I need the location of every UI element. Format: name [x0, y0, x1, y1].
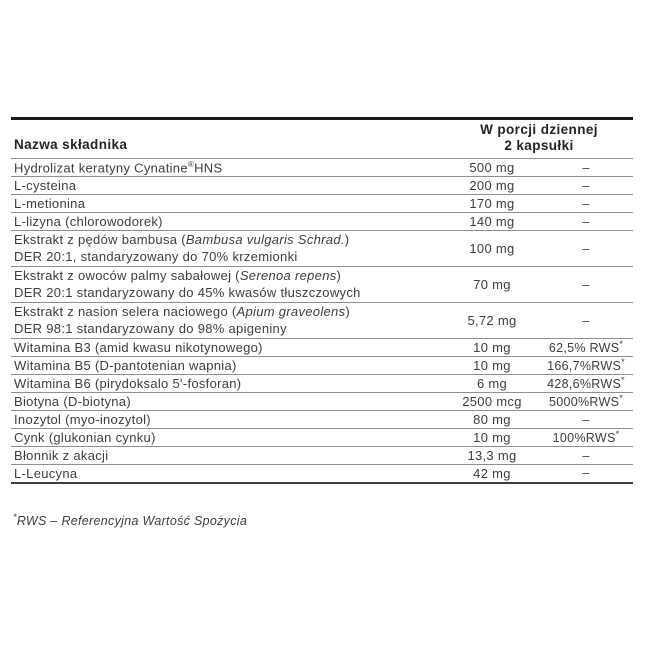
rws-value: –	[582, 448, 590, 463]
table-row	[11, 195, 633, 213]
ingredient-name: Ekstrakt z pędów bambusa (Bambusa vulgaris Schrad.) DER 20:1, standaryzowany do 70% krzemionki	[11, 231, 445, 267]
latin-name: Serenoa repens	[239, 268, 337, 283]
rws-value: 166,7%RWS*	[547, 357, 625, 374]
rws-footnote: *RWS – Referencyjna Wartość Spożycia	[13, 512, 248, 529]
ingredient-name: Ekstrakt z owoców palmy sabałowej (Serenoa repens) DER 20:1 standaryzowany do 45% kwasów tłuszczowych	[11, 267, 445, 303]
ingredient-name: Witamina B3 (amid kwasu nikotynowego)	[14, 340, 263, 355]
table-row	[11, 213, 633, 231]
rws-value: –	[582, 178, 590, 193]
amount-value: 2500 mcg	[462, 394, 522, 409]
amount-value: 70 mg	[473, 277, 511, 292]
footnote-asterisk: *	[619, 393, 624, 404]
ingredient-name: Witamina B6 (pirydoksalo 5'-fosforan)	[14, 376, 242, 391]
rws-value: –	[582, 412, 590, 427]
supplement-facts-table	[11, 117, 633, 484]
footnote-asterisk: *	[621, 357, 625, 368]
ingredient-detail: DER 20:1 standaryzowany do 45% kwasów tłuszczowych	[14, 284, 361, 300]
table-row	[11, 339, 633, 357]
amount-value: 10 mg	[473, 358, 511, 373]
ingredient-name: Witamina B5 (D-pantotenian wapnia)	[14, 358, 237, 373]
amount-value: 6 mg	[476, 376, 508, 391]
column-header-daily-line1: W porcji dziennej	[480, 121, 598, 137]
ingredient-detail: DER 98:1 standaryzowany do 98% apigeniny	[14, 320, 287, 336]
footnote-asterisk: *	[619, 339, 624, 350]
rws-value: –	[582, 241, 590, 256]
rws-value: –	[582, 196, 590, 211]
table-row	[11, 429, 633, 447]
ingredient-name: L-cysteina	[14, 178, 77, 193]
table-row	[11, 231, 633, 267]
rws-value: 5000%RWS*	[548, 393, 624, 410]
latin-name: Bambusa vulgaris Schrad.	[185, 232, 345, 247]
amount-value: 170 mg	[469, 196, 515, 211]
latin-name: Apium graveolens	[236, 304, 346, 319]
table-row	[11, 447, 633, 465]
ingredient-name: L-lizyna (chlorowodorek)	[14, 214, 163, 229]
amount-value: 200 mg	[469, 178, 515, 193]
amount-value: 10 mg	[473, 340, 511, 355]
table-row	[11, 375, 633, 393]
column-header-daily-portion	[445, 119, 633, 159]
table-row	[11, 267, 633, 303]
registered-mark: ®	[187, 159, 195, 169]
rws-value: –	[582, 214, 590, 229]
table-row	[11, 393, 633, 411]
amount-value: 100 mg	[469, 241, 515, 256]
rws-value: –	[582, 466, 590, 481]
amount-value: 80 mg	[473, 412, 511, 427]
ingredient-name: Biotyna (D-biotyna)	[14, 394, 131, 409]
amount-value: 42 mg	[473, 465, 511, 481]
rws-value: 100%RWS*	[552, 429, 620, 446]
rws-value: 428,6%RWS*	[547, 375, 625, 392]
table-row	[11, 411, 633, 429]
ingredient-name: L-metionina	[14, 196, 86, 211]
ingredient-name: Hydrolizat keratyny Cynatine®HNS	[14, 159, 223, 176]
table-row	[11, 465, 633, 483]
table-row	[11, 177, 633, 195]
ingredient-name: Ekstrakt z nasion selera naciowego (Apium graveolens) DER 98:1 standaryzowany do 98% apigeniny	[11, 303, 445, 339]
amount-value: 140 mg	[469, 214, 515, 229]
footnote-asterisk: *	[13, 512, 17, 522]
table-row	[11, 303, 633, 339]
ingredient-detail: DER 20:1, standaryzowany do 70% krzemionki	[14, 248, 298, 264]
ingredient-name: Inozytol (myo-inozytol)	[14, 412, 151, 427]
column-header-daily-line2: 2 kapsułki	[504, 138, 574, 153]
footnote-asterisk: *	[615, 429, 620, 440]
amount-value: 10 mg	[473, 430, 511, 445]
rws-value: 62,5% RWS*	[548, 339, 624, 356]
amount-value: 500 mg	[469, 160, 515, 175]
footnote-asterisk: *	[621, 375, 625, 386]
ingredient-name: Błonnik z akacji	[14, 448, 109, 463]
rws-value: –	[582, 277, 590, 292]
table-row	[11, 357, 633, 375]
ingredient-name: L-Leucyna	[14, 465, 78, 481]
ingredient-name: Cynk (glukonian cynku)	[14, 430, 156, 445]
amount-value: 13,3 mg	[467, 448, 517, 463]
rws-value: –	[582, 313, 590, 328]
rws-value: –	[582, 160, 590, 175]
table-header-row	[11, 119, 633, 159]
column-header-ingredient: Nazwa składnika	[14, 137, 128, 152]
amount-value: 5,72 mg	[467, 313, 517, 328]
table-row	[11, 159, 633, 177]
